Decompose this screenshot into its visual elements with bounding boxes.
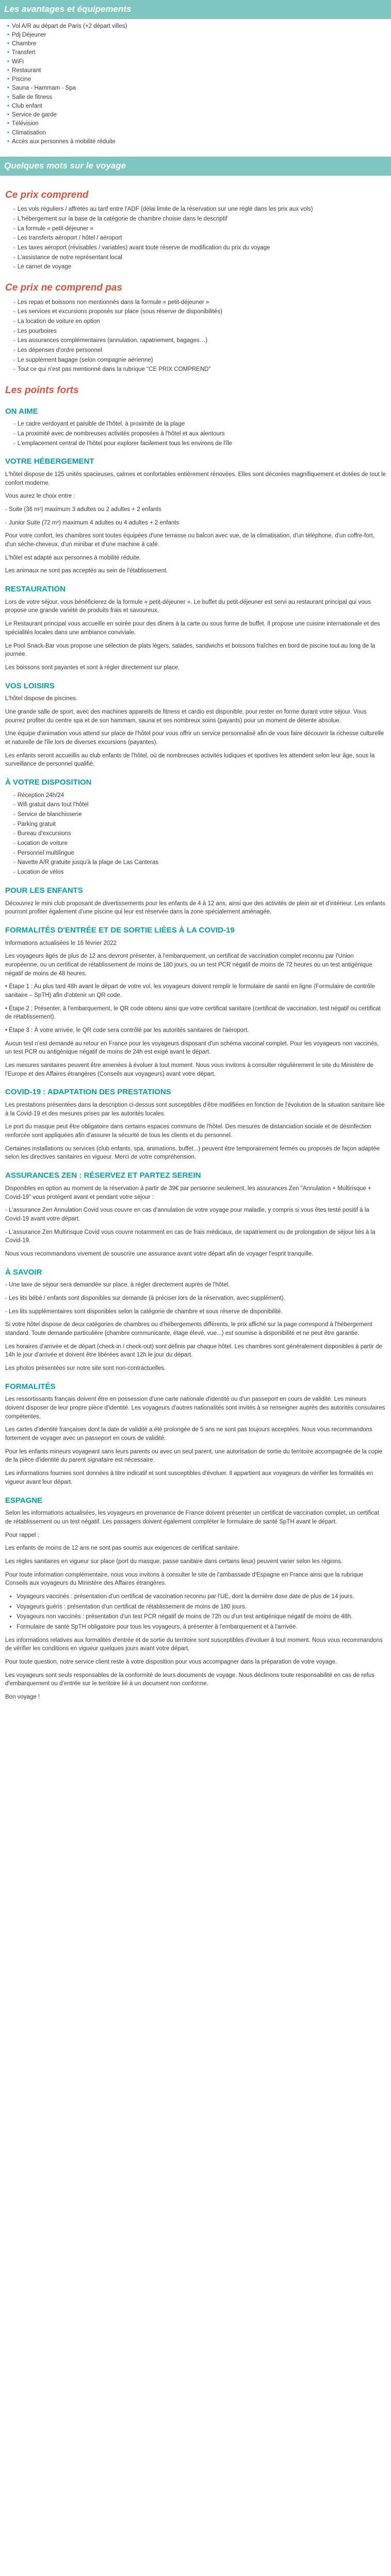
- section-heading: ON AIME: [5, 406, 38, 416]
- section-paragraph: Pour toute information complémentaire, nous vous invitons à consulter le site de l'ambassade d'Espagne en France ainsi que la rubrique Conseils aux voyageurs du Ministère des Affaires étrangères.: [5, 1571, 364, 1587]
- section-paragraph: Les informations relatives aux formalités d'entrée et de sortie du territoire sont susceptibles d'évoluer à tout moment. Nous vous recommandons de vérifier les conditions en vigueur quelques jours avant votre départ.: [5, 1637, 383, 1652]
- section-list-item: - L'hébergement sur la base de la catégorie de chambre choisie dans le descriptif: [13, 215, 386, 224]
- section-paragraph: - Suite (36 m²) maximum 3 adultes ou 2 adultes + 2 enfants: [5, 506, 161, 513]
- section-list-item: - La proximité avec de nombreuses activités proposées à l'hôtel et aux alentours: [13, 430, 386, 438]
- section-paragraph: L'hôtel est adapté aux personnes à mobilité réduite.: [5, 554, 141, 561]
- section-list-item: - La formule « petit-déjeuner »: [13, 225, 386, 233]
- advantage-item: • Climatisation: [7, 129, 386, 138]
- section-paragraph: Les prestations présentées dans la description ci-dessus sont susceptibles d'être modifiées en fonction de l'évolution de la situation sanitaire liée à la Covid-19 et des mesures prises par les autorités locales.: [5, 1102, 385, 1117]
- section-paragraph: Aucun test n'est demandé au retour en France pour les voyageurs disposant d'un schéma vaccinal complet. Pour les voyageurs non vaccinés, un test PCR ou antigénique négatif de moins de 24h est exigé avant le départ.: [5, 1040, 379, 1056]
- advantage-item: • Service de garde: [7, 111, 386, 120]
- section-paragraph: Les voyageurs âgés de plus de 12 ans devront présenter, à l'embarquement, un certificat de vaccination complet reconnu par l'Union européenne, ou un certificat de rétablissement de moins de 180 jours, ou un test PCR négatif de moins de 72 heures ou un test antigénique négatif de moins de 48 heures.: [5, 953, 372, 977]
- section-paragraph: - Les lits supplémentaires sont disponibles selon la catégorie de chambre et sous réserve de disponibilité.: [5, 1308, 283, 1315]
- section-list-item: - Navette A/R gratuite jusqu'à la plage de Las Canteras: [13, 858, 386, 867]
- section-paragraph: Si votre hôtel dispose de deux catégories de chambres ou d'hébergements différents, le prix affiché sur la page correspond à l'hébergement standard. Toute demande particulière (chambre communicante, étage élevé, vue...) est soumise à disponibilité et ne peut être garantie.: [5, 1321, 372, 1337]
- section-paragraph: Selon les informations actualisées, les voyageurs en provenance de France doivent présenter un certificat de vaccination complet, un certificat de rétablissement ou un test négatif. Les passagers doivent également compléter le formulaire de santé SpTH avant le départ.: [5, 1510, 379, 1525]
- section-list-item: - Les assurances complémentaires (annulation, rapatriement, bagages…): [13, 336, 386, 345]
- section-bullet-item: • Formulaire de santé SpTH obligatoire pour tous les voyageurs, à présenter à l'embarquement et à l'arrivée.: [17, 1623, 386, 1632]
- section-paragraph: Une équipe d'animation vous attend sur place de l'hôtel pour vous offrir un service personnalisé afin de vous faire découvrir la richesse culturelle et naturelle de l'île lors de diverses excursions (payantes).: [5, 731, 384, 745]
- advantage-item: • Pdj Déjeuner: [7, 31, 386, 40]
- section-bullets: [5, 1592, 386, 1632]
- section-list: [5, 205, 386, 272]
- section-paragraph: Le port du masque peut être obligatoire dans certains espaces communs de l'hôtel. Des mesures de distanciation sociale et de désinfection renforcée sont appliquées afin d'assurer la sécurité de tous les clients et du personnel.: [5, 1124, 371, 1139]
- section-list-item: - Wifi gratuit dans tout l'hôtel: [13, 801, 386, 809]
- section-list-item: - Les transferts aéroport / hôtel / aéroport: [13, 234, 386, 243]
- content-sections: [0, 176, 391, 1708]
- section-heading: VOS LOISIRS: [5, 681, 55, 690]
- section-paragraph: Informations actualisées le 16 février 2022: [5, 940, 117, 946]
- section-bullet-item: • Voyageurs vaccinés : présentation d'un certificat de vaccination reconnu par l'UE, dont la dernière dose date de plus de 14 jours.: [17, 1592, 386, 1601]
- section-list-item: - Bureau d'excursions: [13, 829, 386, 838]
- advantage-item: • Salle de fitness: [7, 93, 386, 102]
- section-paragraph: Pour votre confort, les chambres sont toutes équipées d'une terrasse ou balcon avec vue, de la climatisation, d'un téléphone, d'un coffre-fort, d'un sèche-cheveux, d'un minibar et d'une machine à café.: [5, 533, 374, 548]
- section-paragraph: Disponibles en option au moment de la réservation à partir de 39€ par personne seulement, les assurances Zen "Annulation + Multirisque + Covid-19" vous protègent avant et pendant votre séjour :: [5, 1185, 371, 1200]
- section-paragraph: L'hôtel dispose de piscines.: [5, 696, 78, 702]
- section-paragraph: Les mesures sanitaires peuvent être amenées à évoluer à tout moment. Nous vous invitons à consulter régulièrement le site du Ministère de l'Europe et des Affaires étrangères (Conseils aux voyageurs) avant votre départ.: [5, 1062, 374, 1077]
- section-heading: FORMALITÉS D'ENTRÉE ET DE SORTIE LIÉES À LA COVID-19: [5, 925, 235, 935]
- section-heading: Ce prix comprend: [5, 189, 89, 200]
- section-heading: FORMALITÉS: [5, 1382, 56, 1391]
- section-list-item: - L'emplacement central de l'hôtel pour explorer facilement tous les environs de l'île: [13, 439, 386, 448]
- section-paragraph: Les cartes d'identité françaises dont la date de validité a été prolongée de 5 ans ne sont pas toujours acceptées. Nous vous recommandons fortement de voyager avec un passeport en cours de validité.: [5, 1427, 372, 1442]
- section-paragraph: Les règles sanitaires en vigueur sur place (port du masque, passe sanitaire dans certains lieux) peuvent varier selon les régions.: [5, 1558, 343, 1565]
- section-list-item: - Service de blanchisserie: [13, 810, 386, 819]
- section-paragraph: - L'assurance Zen Multirisque Covid vous couvre notamment en cas de frais médicaux, de rapatriement ou de prolongation de séjour liés à la Covid-19.: [5, 1229, 376, 1244]
- section-paragraph: Lors de votre séjour, vous bénéficierez de la formule « petit-déjeuner ». Le buffet du petit-déjeuner est servi au restaurant principal qui vous propose une grande variété de produits frais et savoureux.: [5, 599, 371, 614]
- section-paragraph: - Junior Suite (72 m²) maximum 4 adultes ou 4 adultes + 2 enfants: [5, 519, 180, 526]
- advantage-item: • Télévision: [7, 120, 386, 128]
- advantage-item: • Accès aux personnes à mobilité réduite: [7, 138, 386, 146]
- section-paragraph: Les enfants seront accueillis au club enfants de l'hôtel, où de nombreuses activités ludiques et sportives les attendent selon leur âge, sous la surveillance de personnel qualifié.: [5, 752, 375, 768]
- section-bullet-item: • Voyageurs non vaccinés : présentation d'un test PCR négatif de moins de 72h ou d'un test antigénique négatif de moins de 48h.: [17, 1613, 386, 1621]
- section-list-item: - Location de voiture: [13, 839, 386, 848]
- section-bullet-item: • Voyageurs guéris : présentation d'un certificat de rétablissement de moins de 180 jours.: [17, 1603, 386, 1612]
- section-paragraph: Pour rappel :: [5, 1532, 39, 1538]
- section-heading: À VOTRE DISPOSITION: [5, 777, 92, 787]
- advantages-banner: Les avantages et équipements: [0, 0, 391, 19]
- section-list: [5, 791, 386, 877]
- section-heading: ASSURANCES ZEN : RÉSERVEZ ET PARTEZ SEREIN: [5, 1171, 201, 1180]
- section-heading: Ce prix ne comprend pas: [5, 282, 123, 294]
- section-list-item: - Réception 24h/24: [13, 791, 386, 800]
- section-list-item: - Le supplément bagage (selon compagnie aérienne): [13, 356, 386, 365]
- section-list-item: - L'assistance de notre représentant local: [13, 253, 386, 262]
- section-list-item: - La location de voiture en option: [13, 317, 386, 326]
- section-paragraph: Nous vous recommandons vivement de souscrire une assurance avant votre départ afin de voyager l'esprit tranquille.: [5, 1250, 314, 1257]
- section-list-item: - Le carnet de voyage: [13, 263, 386, 272]
- section-paragraph: • Étape 2 : Présenter, à l'embarquement, le QR code obtenu ainsi que votre certificat sanitaire (certificat de vaccination, test négatif ou certificat de rétablissement).: [5, 1005, 381, 1021]
- section-heading: COVID-19 : ADAPTATION DES PRESTATIONS: [5, 1088, 171, 1097]
- section-paragraph: Les enfants de moins de 12 ans ne sont pas soumis aux exigences de certificat sanitaire.: [5, 1545, 239, 1552]
- section-paragraph: Les boissons sont payantes et sont à régler directement sur place.: [5, 664, 180, 671]
- advantage-item: • Piscine: [7, 75, 386, 84]
- advantages-list: [0, 19, 391, 152]
- advantage-item: • Sauna - Hammam - Spa: [7, 84, 386, 93]
- section-list-item: - Les pourboires: [13, 327, 386, 336]
- section-paragraph: L'hôtel dispose de 125 unités spacieuses, calmes et confortables entièrement rénovées. Elles sont décorées magnifiquement et dotées de tout le confort moderne.: [5, 471, 386, 486]
- section-heading: VOTRE HÉBERGEMENT: [5, 457, 94, 466]
- section-paragraph: Vous aurez le choix entre :: [5, 493, 75, 500]
- section-paragraph: • Étape 3 : À votre arrivée, le QR code sera contrôlé par les autorités sanitaires de l'aéroport.: [5, 1027, 249, 1033]
- section-list-item: - Les repas et boissons non mentionnés dans la formule « petit-déjeuner »: [13, 298, 386, 307]
- section-paragraph: Une grande salle de sport, avec des machines appareils de fitness et cardio est disponible, pour rester en forme durant votre séjour. Vous pourrez profiter du centre spa et de son hammam, sauna et ses nombreux soins (payants) pour un moment de détente absolue.: [5, 708, 367, 724]
- section-heading: ESPAGNE: [5, 1496, 43, 1505]
- section-list-item: - Le cadre verdoyant et paisible de l'hôtel, à proximité de la plage: [13, 420, 386, 429]
- section-paragraph: Les voyageurs sont seuls responsables de la conformité de leurs documents de voyage. Nous déclinons toute responsabilité en cas de refus d'embarquement ou d'entrée sur le territoire lié à un document non conforme.: [5, 1672, 374, 1687]
- section-heading: POUR LES ENFANTS: [5, 886, 83, 895]
- section-paragraph: Les horaires d'arrivée et de départ (check-in / check-out) sont définis par chaque hôtel. Les chambres sont généralement disponibles à partir de 14h le jour d'arrivée et doivent être libérées avant 12h le jour du départ.: [5, 1343, 382, 1359]
- section-paragraph: Certaines installations ou services (club enfants, spa, animations, buffet...) peuvent être temporairement fermés ou proposés de façon adaptée selon les directives sanitaires en vigueur. Merci de votre compréhension.: [5, 1145, 380, 1161]
- section-paragraph: - Les lits bébé / enfants sont disponibles sur demande (à préciser lors de la réservation, avec supplément).: [5, 1295, 285, 1301]
- section-paragraph: Le Restaurant principal vous accueille en soirée pour des dîners à la carte ou sous forme de buffet. Il propose une cuisine internationale et des spécialités locales dans une ambiance conviviale.: [5, 621, 380, 636]
- section-paragraph: Les animaux ne sont pas acceptés au sein de l'établissement.: [5, 568, 168, 574]
- section-list-item: - Les services et excursions proposés sur place (sous réserve de disponibilités): [13, 308, 386, 316]
- advantage-item: • Restaurant: [7, 66, 386, 75]
- section-heading: RESTAURATION: [5, 585, 66, 594]
- section-paragraph: - Une taxe de séjour sera demandée sur place, à régler directement auprès de l'hôtel.: [5, 1282, 230, 1289]
- section-list-item: - Les vols réguliers / affrètés au tarif entre l'ADF (délai limite de la réservation sur une réglé dans les prix aux vols): [13, 205, 386, 214]
- section-paragraph: Bon voyage !: [5, 1694, 40, 1700]
- section-list-item: - Les taxes aéroport (révisables / variables) avant toute réserve de modification du prix du voyage: [13, 244, 386, 252]
- advantage-item: • Club enfant: [7, 102, 386, 111]
- section-heading: À SAVOIR: [5, 1267, 42, 1277]
- section-list: [5, 298, 386, 374]
- advantage-item: • Transfert: [7, 48, 386, 57]
- section-list-item: - Parking gratuit: [13, 820, 386, 829]
- section-list: [5, 420, 386, 448]
- section-paragraph: Découvrez le mini club proposant de divertissements pour les enfants de 4 à 12 ans, ainsi que des activités de plein air et d'intérieur. Les enfants pourront profiter également d'une piscine qui leur est réservée dans la zone spécialement aménagée.: [5, 900, 385, 916]
- section-paragraph: Les ressortissants français doivent être en possession d'une carte nationale d'identité ou d'un passeport en cours de validité. Les mineurs doivent disposer de leur propre pièce d'identité. Les voyageurs d'autres nationalités sont invités à se renseigner auprès des autorités consulaires compétentes.: [5, 1396, 385, 1420]
- section-heading: Les points forts: [5, 384, 79, 396]
- section-paragraph: - L'assurance Zen Annulation Covid vous couvre en cas d'annulation de votre voyage pour maladie, y compris si vous êtes testé positif à la Covid-19 avant votre départ.: [5, 1207, 369, 1222]
- section-paragraph: • Étape 1 : Au plus tard 48h avant le départ de votre vol, les voyageurs doivent remplir le formulaire de santé en ligne (Formulaire de contrôle sanitaire – SpTH) afin d'obtenir un QR code.: [5, 984, 375, 998]
- section-list-item: - Personnel multilingue: [13, 849, 386, 858]
- advantage-item: • Chambre: [7, 40, 386, 48]
- info-banner: Quelques mots sur le voyage: [0, 157, 391, 176]
- section-list-item: - Location de vélos: [13, 868, 386, 877]
- section-list-item: - Les dépenses d'ordre personnel: [13, 346, 386, 355]
- section-paragraph: Les photos présentées sur notre site sont non-contractuelles.: [5, 1365, 166, 1372]
- section-paragraph: Le Pool Snack-Bar vous propose une sélection de plats légers, salades, sandwichs et boissons fraîches en bord de piscine tout au long de la journée.: [5, 642, 376, 658]
- section-list-item: - Tout ce qui n'est pas mentionné dans la rubrique "CE PRIX COMPREND": [13, 365, 386, 374]
- section-paragraph: Pour toute question, notre service client reste à votre disposition pour vous accompagner dans la préparation de votre voyage.: [5, 1658, 337, 1665]
- section-paragraph: Les informations fournies sont données à titre indicatif et sont susceptibles d'évoluer. Il appartient aux voyageurs de vérifier les formalités en vigueur avant leur départ.: [5, 1470, 373, 1485]
- advantage-item: • WiFi: [7, 58, 386, 66]
- section-paragraph: Pour les enfants mineurs voyageant sans leurs parents ou avec un seul parent, une autorisation de sortie du territoire accompagnée de la copie de la pièce d'identité du parent signataire est nécessaire.: [5, 1448, 383, 1464]
- advantage-item: • Vol A/R au départ de Paris (+2 départ villes): [7, 22, 386, 31]
